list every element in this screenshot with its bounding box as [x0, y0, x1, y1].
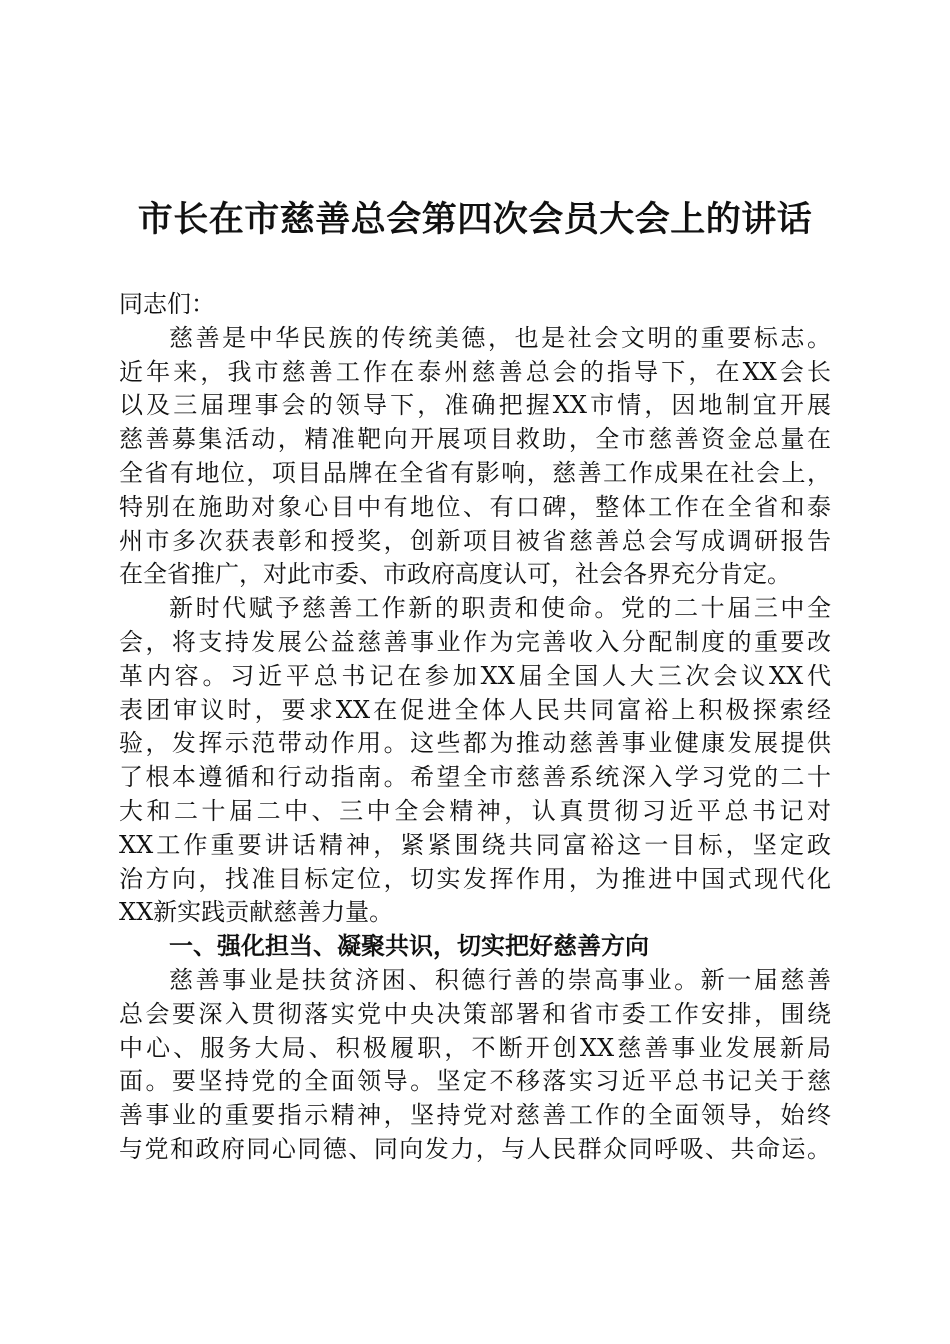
- paragraph-line: 特别在施助对象心目中有地位、有口碑，整体工作在全省和泰: [119, 492, 831, 521]
- paragraph-line: 慈善募集活动，精准靶向开展项目救助，全市慈善资金总量在: [119, 425, 831, 454]
- paragraph-line: 革内容。习近平总书记在参加XX届全国人大三次会议XX代: [119, 661, 831, 690]
- paragraph-line: 总会要深入贯彻落实党中央决策部署和省市委工作安排，围绕: [119, 999, 831, 1028]
- paragraph-line: XX工作重要讲话精神，紧紧围绕共同富裕这一目标，坚定政: [119, 830, 831, 859]
- section-heading: 一、强化担当、凝聚共识，切实把好慈善方向: [169, 932, 649, 961]
- paragraph-line: 面。要坚持党的全面领导。坚定不移落实习近平总书记关于慈: [119, 1067, 831, 1096]
- paragraph-line: 大和二十届二中、三中全会精神，认真贯彻习近平总书记对: [119, 796, 831, 825]
- paragraph-line: 慈善是中华民族的传统美德，也是社会文明的重要标志。: [169, 323, 831, 352]
- paragraph-line: 州市多次获表彰和授奖，创新项目被省慈善总会写成调研报告: [119, 526, 831, 555]
- paragraph-line: 与党和政府同心同德、同向发力，与人民群众同呼吸、共命运。: [119, 1134, 831, 1163]
- paragraph-line: 表团审议时，要求XX在促进全体人民共同富裕上积极探索经: [119, 695, 831, 724]
- document-body: [119, 288, 831, 1167]
- paragraph-line: 新时代赋予慈善工作新的职责和使命。党的二十届三中全: [169, 594, 831, 623]
- document-title: 市长在市慈善总会第四次会员大会上的讲话: [137, 199, 813, 240]
- paragraph-line: 治方向，找准目标定位，切实发挥作用，为推进中国式现代化: [119, 864, 831, 893]
- paragraph-line: 了根本遵循和行动指南。希望全市慈善系统深入学习党的二十: [119, 763, 831, 792]
- paragraph-line: XX新实践贡献慈善力量。: [119, 898, 394, 927]
- paragraph-line: 中心、服务大局、积极履职，不断开创XX慈善事业发展新局: [119, 1033, 831, 1062]
- paragraph-line: 会，将支持发展公益慈善事业作为完善收入分配制度的重要改: [119, 627, 831, 656]
- paragraph-line: 善事业的重要指示精神，坚持党对慈善工作的全面领导，始终: [119, 1101, 831, 1130]
- paragraph-line: 同志们：: [119, 290, 215, 318]
- paragraph-line: 在全省推广，对此市委、市政府高度认可，社会各界充分肯定。: [119, 560, 791, 589]
- paragraph-line: 以及三届理事会的领导下，准确把握XX市情，因地制宜开展: [119, 391, 831, 420]
- paragraph-line: 全省有地位，项目品牌在全省有影响，慈善工作成果在社会上，: [119, 458, 831, 487]
- paragraph-line: 近年来，我市慈善工作在泰州慈善总会的指导下，在XX会长: [119, 357, 831, 386]
- paragraph-line: 慈善事业是扶贫济困、积德行善的崇高事业。新一届慈善: [169, 965, 831, 994]
- paragraph-line: 验，发挥示范带动作用。这些都为推动慈善事业健康发展提供: [119, 729, 831, 758]
